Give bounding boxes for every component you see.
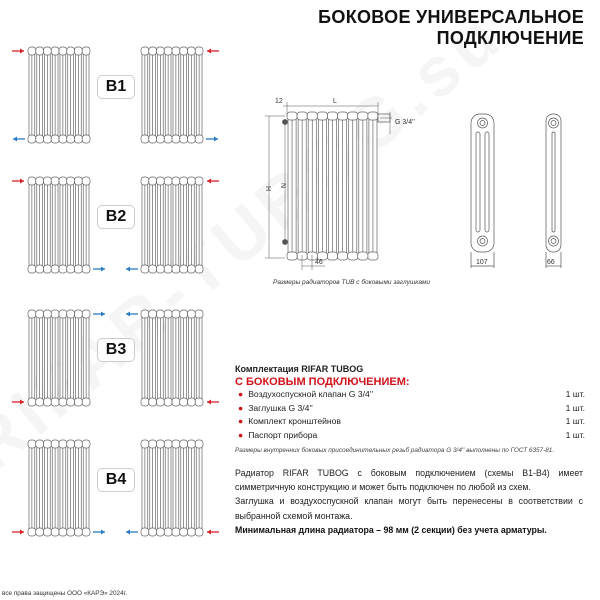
kit-subheading: С БОКОВЫМ ПОДКЛЮЧЕНИЕМ:: [235, 376, 410, 388]
dim-46: 46: [315, 259, 323, 266]
radiator: [141, 47, 203, 143]
scheme-b3: [0, 300, 232, 410]
description-p1: Радиатор RIFAR TUBOG с боковым подключением (схемы B1-B4) имеет симметричную конструкцию и может быть подключен по любой из схем.: [235, 468, 583, 493]
side-view-3-tube: [471, 114, 494, 268]
kit-item: [235, 429, 585, 443]
kit-item-qty: 1 шт.: [565, 389, 585, 399]
bullet-icon: ●: [238, 389, 244, 399]
radiator: [28, 440, 90, 536]
drawing-caption: Размеры радиаторов TUB с боковыми заглушками: [273, 279, 431, 286]
bullet-icon: ●: [238, 416, 244, 426]
return-arrow-icon: [93, 530, 105, 535]
front-view: [283, 112, 391, 260]
return-arrow-icon: [206, 137, 218, 142]
scheme-b2: [0, 167, 232, 277]
return-arrow-icon: [93, 312, 105, 317]
supply-arrow-icon: [12, 400, 24, 405]
kit-item-name: ● Комплект кронштейнов: [238, 416, 341, 426]
scheme-label: B3: [97, 338, 135, 362]
supply-arrow-icon: [12, 179, 24, 184]
radiator: [141, 440, 203, 536]
kit-list: [235, 388, 585, 442]
valve-icon: [283, 120, 288, 125]
radiator: [28, 177, 90, 273]
dim-12: 12: [275, 98, 283, 105]
dim-n: N: [279, 183, 286, 189]
return-arrow-icon: [93, 267, 105, 272]
scheme-label: B2: [97, 205, 135, 229]
kit-item-name: ● Заглушка G 3/4'': [238, 402, 313, 413]
return-arrow-icon: [13, 137, 25, 142]
radiator: [28, 47, 90, 143]
radiator: [28, 310, 90, 406]
supply-arrow-icon: [207, 179, 219, 184]
technical-drawing: [255, 90, 600, 290]
supply-arrow-icon: [207, 400, 219, 405]
kit-heading: Комплектация RIFAR TUBOG: [235, 364, 364, 374]
kit-item-qty: 1 шт.: [565, 402, 585, 413]
dim-thread: G 3/4'': [395, 119, 415, 126]
bullet-icon: ●: [238, 429, 244, 440]
scheme-b1: [0, 37, 232, 147]
kit-item-qty: 1 шт.: [565, 429, 585, 440]
supply-arrow-icon: [12, 530, 24, 535]
scheme-b4: [0, 430, 232, 540]
kit-item: [235, 415, 585, 429]
description: [235, 466, 583, 537]
return-arrow-icon: [126, 267, 138, 272]
scheme-label: B1: [97, 75, 135, 99]
bullet-icon: ●: [238, 402, 244, 413]
return-arrow-icon: [126, 530, 138, 535]
supply-arrow-icon: [12, 49, 24, 54]
copyright: все права защищены ООО «КАРЭ» 2024г.: [2, 590, 127, 597]
kit-item: [235, 402, 585, 416]
supply-arrow-icon: [207, 530, 219, 535]
supply-arrow-icon: [207, 49, 219, 54]
kit-item-qty: 1 шт.: [565, 416, 585, 426]
dim-h: H: [264, 186, 271, 192]
radiator: [141, 177, 203, 273]
radiator: [287, 112, 378, 260]
return-arrow-icon: [126, 312, 138, 317]
page-title: [318, 7, 584, 49]
dim-l: L: [333, 98, 337, 105]
kit-item: [235, 388, 585, 402]
side-view-2-tube: [546, 114, 561, 268]
dim-107: 107: [476, 259, 488, 266]
kit-section: [235, 364, 585, 454]
title-line-2: ПОДКЛЮЧЕНИЕ: [436, 28, 584, 48]
description-p3: Минимальная длина радиатора – 98 мм (2 секции) без учета арматуры.: [235, 524, 547, 535]
kit-item-name: ● Воздухоспускной клапан G 3/4'': [238, 389, 374, 399]
scheme-label: B4: [97, 468, 135, 492]
dim-66: 66: [547, 259, 555, 266]
kit-note: Размеры внутренних боковых присоединительных резьб радиатора G 3/4'' выполнены по ГОСТ 6357-81.: [235, 447, 555, 454]
description-p2: Заглушка и воздухоспускной клапан могут быть перенесены в соответствии с выбранной схемой монтажа.: [235, 496, 583, 521]
radiator: [141, 310, 203, 406]
title-line-1: БОКОВОЕ УНИВЕРСАЛЬНОЕ: [318, 7, 584, 27]
kit-item-name: ● Паспорт прибора: [238, 429, 318, 440]
